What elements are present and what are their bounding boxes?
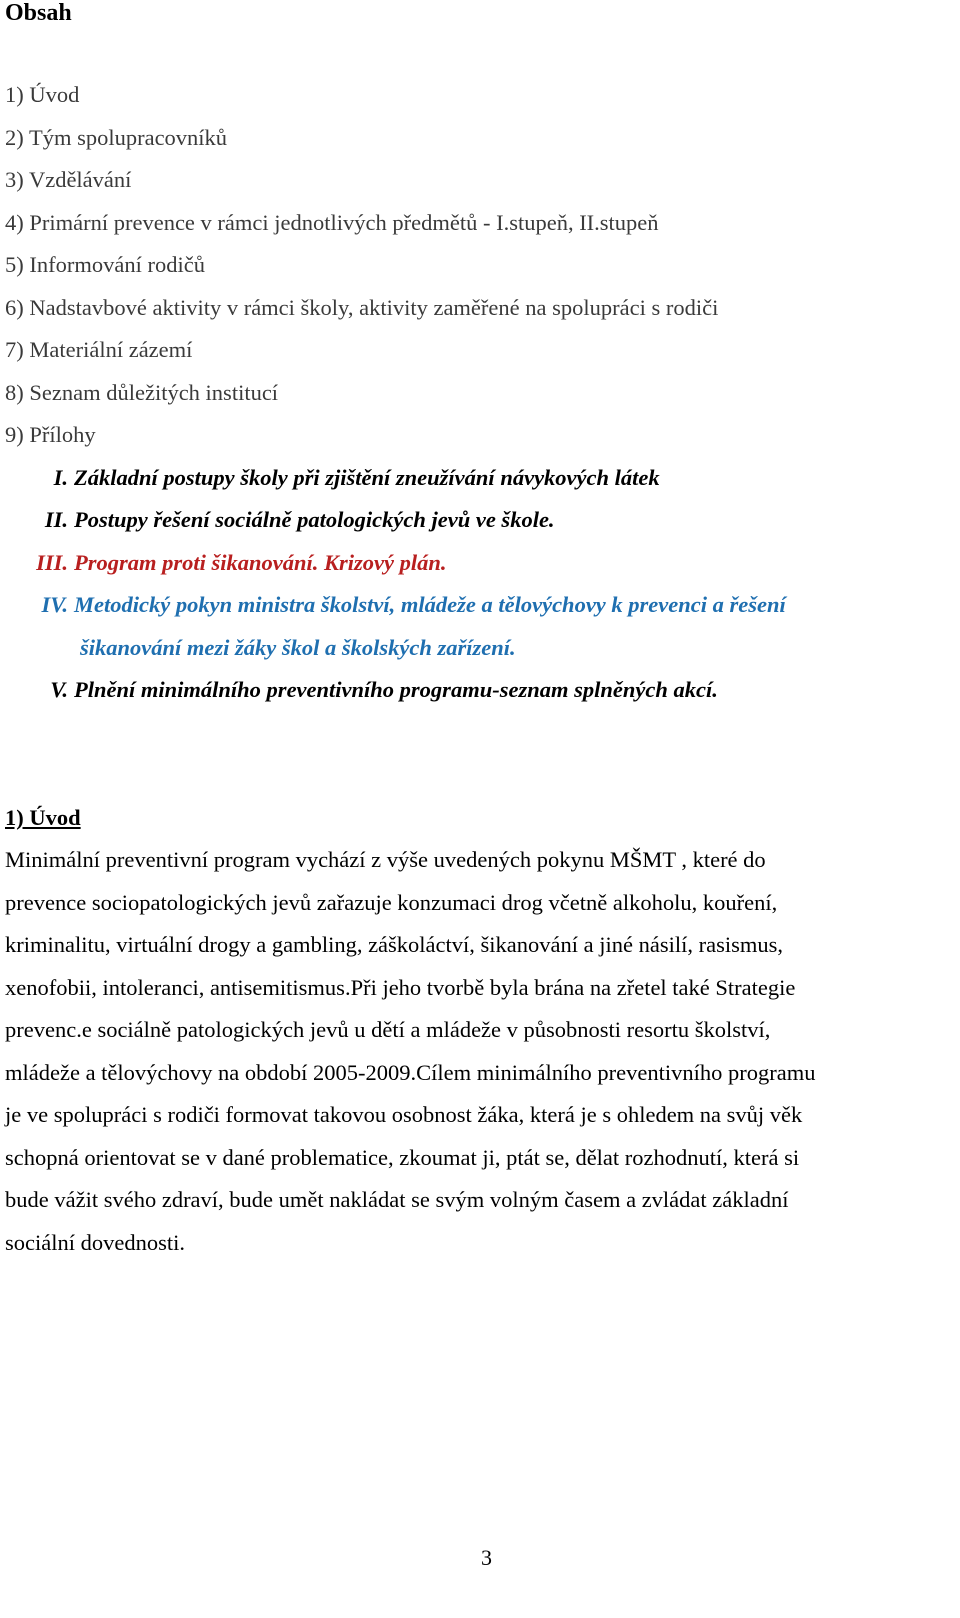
- appendix-text: Plnění minimálního preventivního programu-seznam splněných akcí.: [74, 677, 718, 702]
- appendix-number: I.: [53, 465, 68, 490]
- appendix-text: Postupy řešení sociálně patologických jevů ve škole.: [74, 507, 555, 532]
- appendix-item: [0, 465, 660, 491]
- appendix-item: [0, 677, 718, 703]
- section-heading: 1) Úvod: [5, 805, 81, 830]
- page-number: 3: [481, 1545, 492, 1570]
- paragraph-line: schopná orientovat se v dané problematice, zkoumat ji, ptát se, dělat rozhodnutí, která si: [5, 1145, 800, 1170]
- toc-item-materialni-zazemi: 7) Materiální zázemí: [5, 337, 193, 362]
- appendix-number: V.: [50, 677, 68, 702]
- appendix-number: II.: [44, 507, 68, 532]
- toc-item-informovani-rodicu: 5) Informování rodičů: [5, 252, 205, 277]
- appendix-item: [0, 550, 447, 576]
- toc-item-primarni-prevence: 4) Primární prevence v rámci jednotlivých předmětů - I.stupeň, II.stupeň: [5, 210, 659, 235]
- paragraph-line: mládeže a tělovýchovy na období 2005-2009.Cílem minimálního preventivního programu: [5, 1060, 816, 1085]
- toc-item-uvod: 1) Úvod: [5, 82, 80, 107]
- appendix-text: Základní postupy školy při zjištění zneužívání návykových látek: [74, 465, 660, 490]
- paragraph-line: Minimální preventivní program vychází z výše uvedených pokynu MŠMT , které do: [5, 847, 766, 872]
- toc-item-tym: 2) Tým spolupracovníků: [5, 125, 228, 150]
- paragraph-line: kriminalitu, virtuální drogy a gambling, záškoláctví, šikanování a jiné násilí, rasismus,: [5, 932, 783, 957]
- appendix-text: Metodický pokyn ministra školství, mládeže a tělovýchovy k prevenci a řešení: [74, 592, 786, 617]
- page-title: Obsah: [5, 0, 72, 26]
- toc-item-nadstavbove-aktivity: 6) Nadstavbové aktivity v rámci školy, aktivity zaměřené na spolupráci s rodiči: [5, 295, 719, 320]
- paragraph-line: je ve spolupráci s rodiči formovat takovou osobnost žáka, která je s ohledem na svůj věk: [5, 1102, 803, 1127]
- appendix-text: Program proti šikanování. Krizový plán.: [74, 550, 447, 575]
- appendix-number: III.: [36, 550, 68, 575]
- paragraph-line: prevenc.e sociálně patologických jevů u dětí a mládeže v působnosti resortu školství,: [5, 1017, 771, 1042]
- toc-item-vzdelavani: 3) Vzdělávání: [5, 167, 132, 192]
- appendix-item: [0, 507, 555, 533]
- toc-item-prilohy: 9) Přílohy: [5, 422, 96, 447]
- paragraph-line: sociální dovednosti.: [5, 1230, 185, 1255]
- paragraph-line: xenofobii, intoleranci, antisemitismus.Při jeho tvorbě byla brána na zřetel také Strategie: [5, 975, 796, 1000]
- paragraph-line: prevence sociopatologických jevů zařazuje konzumaci drog včetně alkoholu, kouření,: [5, 890, 778, 915]
- appendix-number: IV.: [41, 592, 68, 617]
- paragraph-line: bude vážit svého zdraví, bude umět nakládat se svým volným časem a zvládat základní: [5, 1187, 789, 1212]
- appendix-item: [0, 592, 786, 618]
- toc-item-seznam-instituci: 8) Seznam důležitých institucí: [5, 380, 279, 405]
- appendix-text-continuation: šikanování mezi žáky škol a školských zařízení.: [80, 635, 516, 660]
